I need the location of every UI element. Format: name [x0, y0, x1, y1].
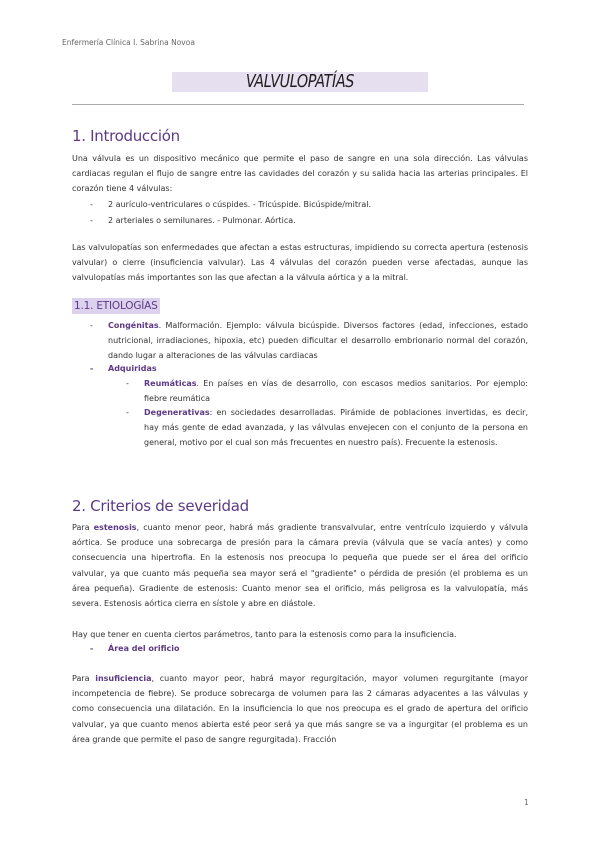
term-estenosis: estenosis: [93, 523, 137, 532]
intro-paragraph: Una válvula es un dispositivo mecánico que permite el paso de sangre en una sola dirección. Las válvulas cardiacas regulan el flujo de sangre entre las cavidades del corazón y su salida hacia las arterias principales. El corazón tiene 4 válvulas:: [72, 154, 528, 194]
degenerativas-text: : en sociedades desarrolladas. Pirámide de poblaciones invertidas, es decir, hay más gente de edad avanzada, y las válvulas envejecen con el conjunto de la persona en general, motivo por el cual son más frecuentes en nuestro país). Frecuente la estenosis.: [144, 408, 528, 447]
bullet-dash: -: [126, 408, 129, 417]
list-item-adquiridas: [90, 361, 157, 376]
term-adquiridas: Adquiridas: [108, 364, 157, 373]
title-divider: [72, 104, 524, 105]
term-reumaticas: Reumáticas: [144, 379, 197, 388]
title-banner: [172, 72, 428, 92]
bullet-dash: -: [90, 321, 93, 330]
section-2-heading: 2. Criterios de severidad: [72, 497, 249, 515]
bullet-dash: -: [90, 644, 94, 653]
valvulopathy-paragraph: Las valvulopatías son enfermedades que afectan a estas estructuras, impidiendo su correcta apertura (estenosis valvular) o cierre (insuficiencia valvular). Las 4 válvulas del corazón pueden verse afectadas, aunque las valvulopatías más importantes son las que afectan a la válvula aórtica y a la mitral.: [72, 243, 528, 283]
section-1-heading: 1. Introducción: [72, 127, 180, 145]
stenosis-paragraph: Para estenosis, cuanto menor peor, habrá más gradiente transvalvular, entre ventrículo izquierdo y válvula aórtica. Se produce una sobrecarga de presión para la cámara previa (válvula que se vacía antes) y como consecuencia una hipertrofia. En la estenosis nos preocupa lo pequeña que puede ser el área del orificio valvular, ya que cuanto más pequeña sea mayor será el "gradiente" o pérdida de presión (el problema es un área pequeña). Gradiente de estenosis: Cuanto menor sea el orificio, más peligrosa es la valvulopatía, más severa. Estenosis aórtica cierra en sístole y abre en diástole.: [72, 523, 528, 609]
term-congenitas: Congénitas: [108, 321, 159, 330]
bullet-dash: -: [90, 364, 94, 373]
page-number: 1: [524, 798, 529, 807]
bullet-dash: -: [126, 379, 129, 388]
running-header: Enfermería Clínica I. Sabrina Novoa: [62, 38, 195, 47]
section-1-1-heading: 1.1. ETIOLOGÍAS: [74, 300, 158, 312]
parameters-paragraph: Hay que tener en cuenta ciertos parámetros, tanto para la estenosis como para la insuficiencia.: [72, 630, 457, 639]
reumaticas-text: . En países en vías de desarrollo, con escasos medios sanitarios. Por ejemplo: fiebre reumática: [144, 379, 528, 403]
term-area-orificio: Área del orificio: [108, 644, 180, 653]
congenitas-text: . Malformación. Ejemplo: válvula bicúspide. Diversos factores (edad, infecciones, estado nutricional, irradiaciones, hipoxia, etc) pueden dificultar el desarrollo embrionario normal del corazón, dando lugar a alteraciones de las válvulas cardiacas: [108, 321, 528, 360]
list-item: - 2 arteriales o semilunares. - Pulmonar. Aórtica.: [90, 215, 296, 225]
list-item-congenitas: [90, 318, 528, 363]
term-degenerativas: Degenerativas: [144, 408, 210, 417]
insufficiency-paragraph: Para insuficiencia, cuanto mayor peor, habrá mayor regurgitación, mayor volumen regurgitante (mayor incompetencia de fiebre). Se produce sobrecarga de volumen para las 2 cámaras adyacentes a las válvulas y como consecuencia una dilatación. En la insuficiencia lo que nos preocupa es el grado de apertura del orificio valvular, ya que cuanto menos abierta esté peor será ya que más sangre se va a ingurgitar (el problema es un área grande que permite el paso de sangre regurgitada). Fracción: [72, 674, 528, 744]
list-item-reumaticas: [126, 376, 528, 406]
valve-list: [90, 197, 528, 228]
term-insuficiencia: insuficiencia: [95, 674, 152, 683]
page-title: VALVULOPATÍAS: [245, 72, 355, 92]
list-item: - 2 aurículo-ventriculares o cúspides. - Tricúspide. Bicúspide/mitral.: [90, 200, 371, 209]
list-item-degenerativas: [126, 405, 528, 450]
list-item-area: [90, 641, 180, 656]
